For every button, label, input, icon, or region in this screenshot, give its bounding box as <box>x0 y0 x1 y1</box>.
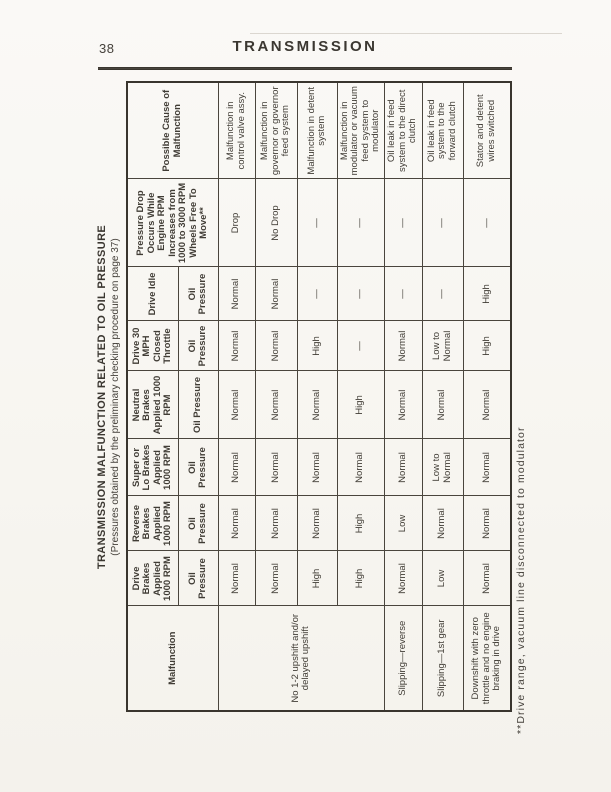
cell-pressure-drop: — <box>337 179 384 267</box>
cell-super-lo: Normal <box>255 439 297 496</box>
col-header-pressure-drop: Pressure Drop Occurs While Engine RPM Increases from 1000 to 3000 RPM Wheels Free To Move** <box>127 179 218 267</box>
cell-drive-30: Normal <box>255 321 297 371</box>
rotated-table-area <box>95 82 533 734</box>
cell-reverse: High <box>337 496 384 551</box>
header-rule <box>98 67 512 70</box>
cell-super-lo: Normal <box>218 439 255 496</box>
cell-neutral: High <box>337 371 384 439</box>
col-header-neutral-brakes: Neutral Brakes Applied 1000 RPM <box>127 371 178 439</box>
cell-super-lo: Normal <box>297 439 337 496</box>
cell-drive-idle: Normal <box>255 267 297 321</box>
cause-cell: Malfunction in detent system <box>297 82 337 179</box>
cause-cell: Stator and detent wires switched <box>463 82 511 179</box>
rotated-table-inner <box>95 82 533 734</box>
malfunction-label: Slipping—1st gear <box>422 606 463 711</box>
cell-drive-idle: Normal <box>218 267 255 321</box>
page-title: TRANSMISSION <box>232 38 378 55</box>
table-title: TRANSMISSION MALFUNCTION RELATED TO OIL PRESSURE <box>96 224 108 570</box>
cell-super-lo: Normal <box>384 439 422 496</box>
cell-drive: High <box>337 551 384 606</box>
malfunction-label: Downshift with zero throttle and no engine braking in drive <box>463 606 511 711</box>
subheader-oil-pressure: Oil Pressure <box>178 267 218 321</box>
cell-super-lo: Low to Normal <box>422 439 463 496</box>
cell-reverse: Normal <box>463 496 511 551</box>
cell-pressure-drop: No Drop <box>255 179 297 267</box>
cell-reverse: Normal <box>255 496 297 551</box>
cell-drive-30: — <box>337 321 384 371</box>
col-header-super-lo-brakes: Super or Lo Brakes Applied 1000 RPM <box>127 439 178 496</box>
malfunction-label: No 1-2 upshift and/or delayed upshift <box>218 606 384 711</box>
cell-drive: Normal <box>463 551 511 606</box>
cell-reverse: Normal <box>297 496 337 551</box>
cell-pressure-drop: — <box>297 179 337 267</box>
cell-drive-30: High <box>297 321 337 371</box>
malfunction-label: Slipping—reverse <box>384 606 422 711</box>
cell-neutral: Normal <box>255 371 297 439</box>
subheader-oil-pressure: Oil Pressure <box>178 439 218 496</box>
cause-cell: Oil leak in feed system to the direct clutch <box>384 82 422 179</box>
table-row <box>218 82 255 711</box>
cell-drive-30: High <box>463 321 511 371</box>
cell-reverse: Normal <box>422 496 463 551</box>
cell-drive: Normal <box>218 551 255 606</box>
cell-drive-idle: High <box>463 267 511 321</box>
cell-drive: Normal <box>255 551 297 606</box>
col-header-possible-cause: Possible Cause of Malfunction <box>127 82 218 179</box>
table-row <box>384 82 422 711</box>
cell-drive-30: Low to Normal <box>422 321 463 371</box>
cell-neutral: Normal <box>422 371 463 439</box>
cause-cell: Malfunction in control valve assy. <box>218 82 255 179</box>
subheader-oil-pressure: Oil Pressure <box>178 496 218 551</box>
page-number: 38 <box>99 41 115 56</box>
cause-cell: Malfunction in modulator or vacuum feed system to modulator <box>337 82 384 179</box>
cell-pressure-drop: — <box>463 179 511 267</box>
cell-pressure-drop: — <box>384 179 422 267</box>
cell-super-lo: Normal <box>337 439 384 496</box>
subheader-oil-pressure: Oil Pressure <box>178 371 218 439</box>
subheader-oil-pressure: Oil Pressure <box>178 551 218 606</box>
cell-reverse: Low <box>384 496 422 551</box>
cell-neutral: Normal <box>463 371 511 439</box>
cause-cell: Oil leak in feed system to the forward clutch <box>422 82 463 179</box>
cell-pressure-drop: — <box>422 179 463 267</box>
malfunction-pressure-table <box>126 81 512 712</box>
cell-drive: Normal <box>384 551 422 606</box>
col-header-drive-30mph: Drive 30 MPH Closed Throttle <box>127 321 178 371</box>
cell-neutral: Normal <box>384 371 422 439</box>
cell-drive-idle: — <box>384 267 422 321</box>
subheader-oil-pressure: Oil Pressure <box>178 321 218 371</box>
cell-neutral: Normal <box>297 371 337 439</box>
cell-super-lo: Normal <box>463 439 511 496</box>
cell-drive-idle: — <box>337 267 384 321</box>
cell-drive-idle: — <box>297 267 337 321</box>
table-row <box>422 82 463 711</box>
cell-drive-30: Normal <box>218 321 255 371</box>
cell-drive: Low <box>422 551 463 606</box>
scan-artifact-line <box>250 33 562 34</box>
cell-drive-idle: — <box>422 267 463 321</box>
col-header-drive-idle: Drive Idle <box>127 267 178 321</box>
cell-pressure-drop: Drop <box>218 179 255 267</box>
cell-drive-30: Normal <box>384 321 422 371</box>
col-header-reverse-brakes: Reverse Brakes Applied 1000 RPM <box>127 496 178 551</box>
table-footnote: **Drive range, vacuum line disconnected to modulator <box>515 426 527 734</box>
table-subtitle: (Pressures obtained by the preliminary checking procedure on page 37) <box>110 238 121 556</box>
cell-reverse: Normal <box>218 496 255 551</box>
cell-neutral: Normal <box>218 371 255 439</box>
col-header-drive-brakes: Drive Brakes Applied 1000 RPM <box>127 551 178 606</box>
cell-drive: High <box>297 551 337 606</box>
cause-cell: Malfunction in governor or governor feed system <box>255 82 297 179</box>
table-row <box>463 82 511 711</box>
col-header-malfunction: Malfunction <box>127 606 218 711</box>
